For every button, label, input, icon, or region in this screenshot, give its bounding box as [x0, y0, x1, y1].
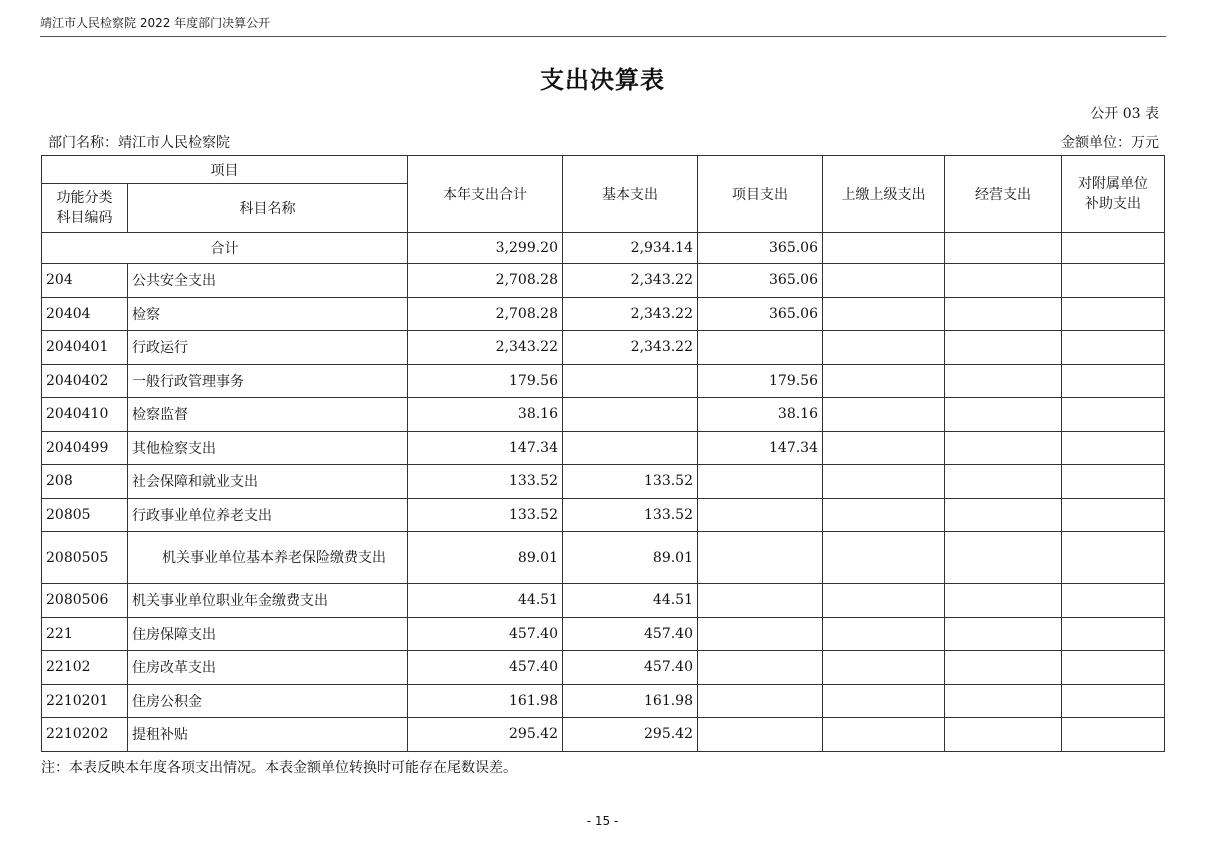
row-name: 住房公积金 — [128, 684, 408, 718]
row-project — [698, 651, 823, 685]
total-project: 365.06 — [698, 233, 823, 264]
row-code: 20805 — [42, 498, 128, 532]
header-rule — [40, 36, 1166, 37]
table-row — [42, 331, 1165, 365]
amount-unit-label: 金额单位：万元 — [1061, 135, 1159, 151]
row-basic: 295.42 — [563, 718, 698, 752]
total-upper — [823, 233, 945, 264]
row-total: 38.16 — [408, 398, 563, 432]
row-upper — [823, 718, 945, 752]
table-row — [42, 617, 1165, 651]
table-row — [42, 431, 1165, 465]
table-row — [42, 297, 1165, 331]
row-name: 行政事业单位养老支出 — [128, 498, 408, 532]
row-name: 机关事业单位职业年金缴费支出 — [128, 584, 408, 618]
table-row — [42, 498, 1165, 532]
total-subsidy — [1062, 233, 1165, 264]
row-subsidy — [1062, 684, 1165, 718]
row-total: 44.51 — [408, 584, 563, 618]
row-operating — [945, 398, 1062, 432]
table-number: 公开 03 表 — [1090, 106, 1159, 122]
row-operating — [945, 684, 1062, 718]
row-project — [698, 718, 823, 752]
row-basic: 2,343.22 — [563, 264, 698, 298]
row-operating — [945, 651, 1062, 685]
row-subsidy — [1062, 498, 1165, 532]
table-row — [42, 684, 1165, 718]
row-operating — [945, 364, 1062, 398]
row-basic: 133.52 — [563, 465, 698, 499]
row-project — [698, 684, 823, 718]
row-operating — [945, 718, 1062, 752]
row-upper — [823, 364, 945, 398]
total-operating — [945, 233, 1062, 264]
row-code: 2080506 — [42, 584, 128, 618]
row-name: 社会保障和就业支出 — [128, 465, 408, 499]
row-code: 2040402 — [42, 364, 128, 398]
row-subsidy — [1062, 398, 1165, 432]
row-total: 133.52 — [408, 465, 563, 499]
row-operating — [945, 532, 1062, 584]
header-total: 本年支出合计 — [408, 156, 563, 233]
page-title: 支出决算表 — [540, 66, 665, 94]
row-code: 208 — [42, 465, 128, 499]
row-subsidy — [1062, 584, 1165, 618]
row-basic: 89.01 — [563, 532, 698, 584]
table-row — [42, 651, 1165, 685]
row-project — [698, 617, 823, 651]
row-operating — [945, 465, 1062, 499]
row-basic — [563, 364, 698, 398]
row-code: 204 — [42, 264, 128, 298]
table-row — [42, 364, 1165, 398]
row-project — [698, 465, 823, 499]
row-name: 机关事业单位基本养老保险缴费支出 — [128, 532, 408, 584]
row-total: 2,708.28 — [408, 264, 563, 298]
row-operating — [945, 331, 1062, 365]
row-code: 2040499 — [42, 431, 128, 465]
row-name: 公共安全支出 — [128, 264, 408, 298]
row-name: 其他检察支出 — [128, 431, 408, 465]
row-total: 147.34 — [408, 431, 563, 465]
total-row — [42, 233, 1165, 264]
row-total: 161.98 — [408, 684, 563, 718]
row-subsidy — [1062, 331, 1165, 365]
row-operating — [945, 264, 1062, 298]
row-subsidy — [1062, 532, 1165, 584]
row-code: 2040410 — [42, 398, 128, 432]
row-basic — [563, 398, 698, 432]
row-project: 179.56 — [698, 364, 823, 398]
header-name: 科目名称 — [128, 184, 408, 233]
table-row — [42, 264, 1165, 298]
row-total: 295.42 — [408, 718, 563, 752]
row-name: 检察 — [128, 297, 408, 331]
table-row — [42, 398, 1165, 432]
document-header: 靖江市人民检察院 2022 年度部门决算公开 — [40, 16, 271, 30]
row-upper — [823, 651, 945, 685]
row-total: 457.40 — [408, 617, 563, 651]
row-project — [698, 331, 823, 365]
row-basic — [563, 431, 698, 465]
row-upper — [823, 532, 945, 584]
row-name: 住房改革支出 — [128, 651, 408, 685]
row-code: 2080505 — [42, 532, 128, 584]
row-subsidy — [1062, 718, 1165, 752]
row-name: 提租补贴 — [128, 718, 408, 752]
row-project: 147.34 — [698, 431, 823, 465]
row-upper — [823, 617, 945, 651]
row-code: 2210202 — [42, 718, 128, 752]
header-basic: 基本支出 — [563, 156, 698, 233]
table-row — [42, 584, 1165, 618]
row-code: 2040401 — [42, 331, 128, 365]
row-operating — [945, 297, 1062, 331]
table-note: 注：本表反映本年度各项支出情况。本表金额单位转换时可能存在尾数误差。 — [41, 760, 517, 776]
row-basic: 44.51 — [563, 584, 698, 618]
table-row — [42, 718, 1165, 752]
row-subsidy — [1062, 651, 1165, 685]
row-total: 179.56 — [408, 364, 563, 398]
row-upper — [823, 684, 945, 718]
row-total: 133.52 — [408, 498, 563, 532]
total-total: 3,299.20 — [408, 233, 563, 264]
row-upper — [823, 331, 945, 365]
row-upper — [823, 297, 945, 331]
row-upper — [823, 431, 945, 465]
row-upper — [823, 398, 945, 432]
row-name: 行政运行 — [128, 331, 408, 365]
row-operating — [945, 617, 1062, 651]
row-total: 2,343.22 — [408, 331, 563, 365]
row-code: 20404 — [42, 297, 128, 331]
row-subsidy — [1062, 431, 1165, 465]
header-item: 项目 — [42, 156, 408, 184]
row-code: 2210201 — [42, 684, 128, 718]
row-code: 221 — [42, 617, 128, 651]
row-subsidy — [1062, 364, 1165, 398]
row-basic: 2,343.22 — [563, 297, 698, 331]
row-name: 住房保障支出 — [128, 617, 408, 651]
row-code: 22102 — [42, 651, 128, 685]
row-basic: 133.52 — [563, 498, 698, 532]
table-row — [42, 532, 1165, 584]
row-upper — [823, 264, 945, 298]
row-project: 365.06 — [698, 297, 823, 331]
row-project — [698, 498, 823, 532]
page-number: - 15 - — [586, 814, 619, 828]
row-operating — [945, 431, 1062, 465]
header-operating: 经营支出 — [945, 156, 1062, 233]
row-basic: 457.40 — [563, 617, 698, 651]
row-total: 457.40 — [408, 651, 563, 685]
header-upper: 上缴上级支出 — [823, 156, 945, 233]
row-subsidy — [1062, 617, 1165, 651]
row-subsidy — [1062, 297, 1165, 331]
row-upper — [823, 465, 945, 499]
row-upper — [823, 498, 945, 532]
row-operating — [945, 498, 1062, 532]
header-subsidy: 对附属单位补助支出 — [1062, 156, 1165, 233]
row-project: 365.06 — [698, 264, 823, 298]
row-name: 一般行政管理事务 — [128, 364, 408, 398]
header-row-1 — [42, 156, 1165, 184]
header-code: 功能分类科目编码 — [42, 184, 128, 233]
expenditure-table — [41, 155, 1165, 752]
row-subsidy — [1062, 264, 1165, 298]
row-project — [698, 584, 823, 618]
total-basic: 2,934.14 — [563, 233, 698, 264]
total-label: 合计 — [42, 233, 408, 264]
header-project: 项目支出 — [698, 156, 823, 233]
row-project: 38.16 — [698, 398, 823, 432]
row-basic: 457.40 — [563, 651, 698, 685]
row-basic: 2,343.22 — [563, 331, 698, 365]
row-basic: 161.98 — [563, 684, 698, 718]
row-total: 89.01 — [408, 532, 563, 584]
row-upper — [823, 584, 945, 618]
row-subsidy — [1062, 465, 1165, 499]
department-label: 部门名称：靖江市人民检察院 — [48, 135, 230, 151]
row-project — [698, 532, 823, 584]
row-operating — [945, 584, 1062, 618]
row-total: 2,708.28 — [408, 297, 563, 331]
table-row — [42, 465, 1165, 499]
row-name: 检察监督 — [128, 398, 408, 432]
